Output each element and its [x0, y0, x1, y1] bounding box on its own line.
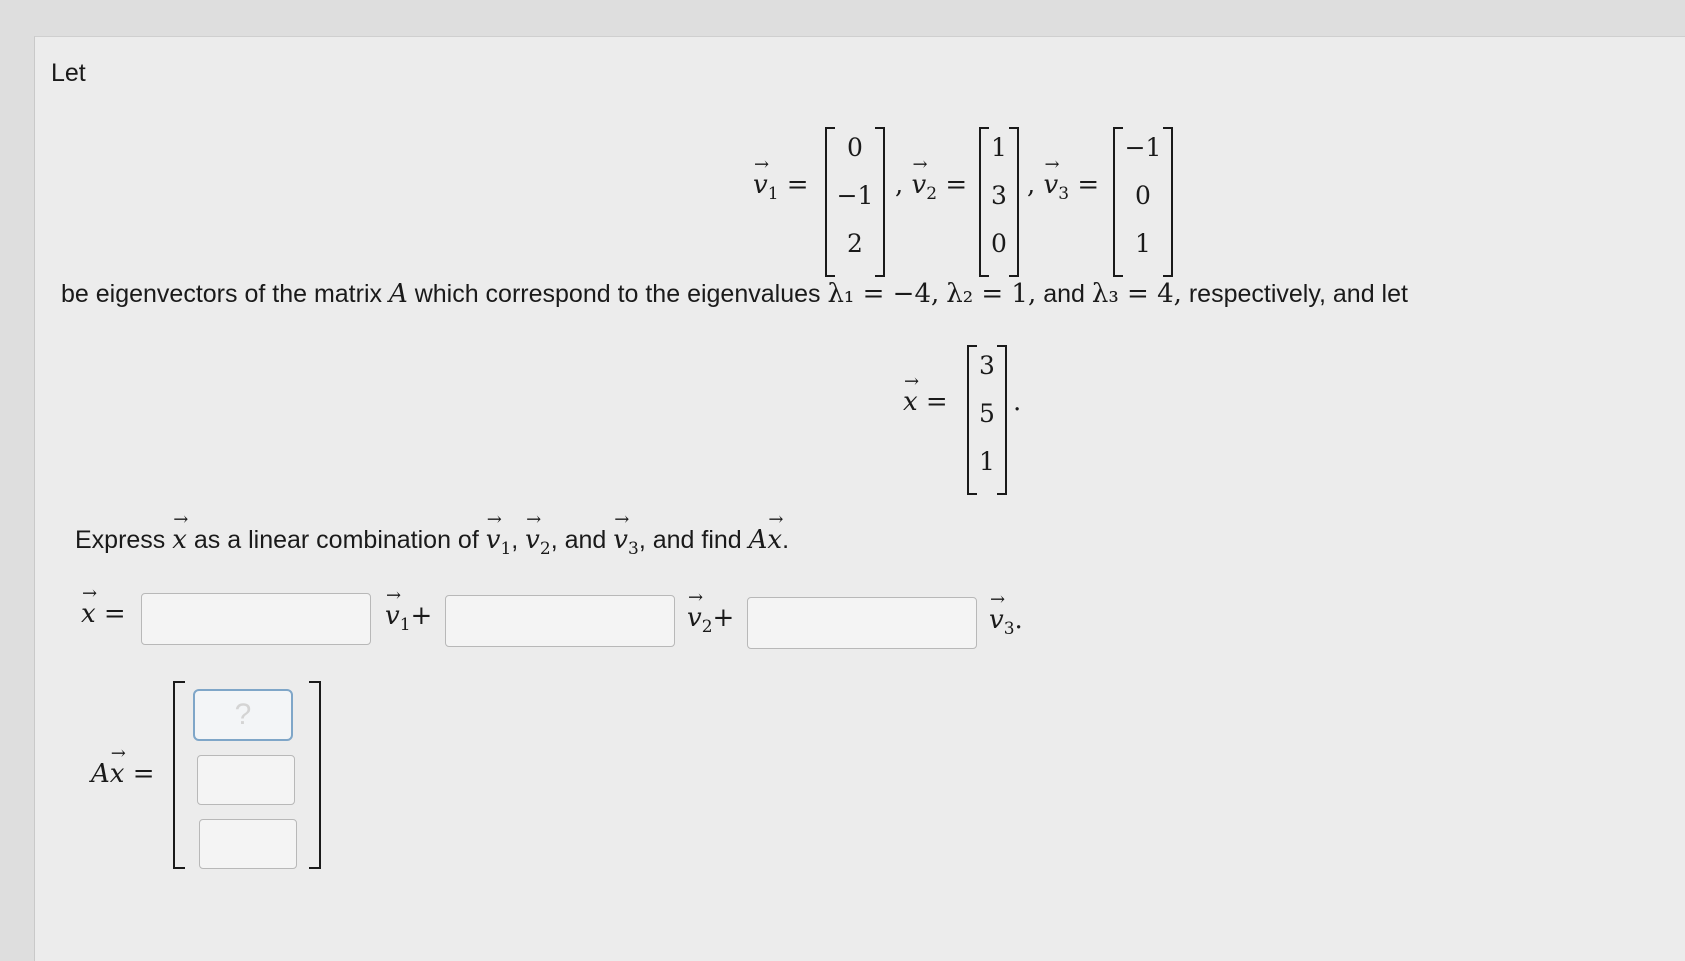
coef-v2-input[interactable] [445, 595, 675, 647]
matrix-symbol: A [388, 279, 408, 309]
v2-entry-2: 3 [991, 181, 1007, 210]
sentence-and: and [1043, 280, 1085, 308]
combo-v3: → $v_3$. [989, 605, 1023, 639]
x-entry-1: 3 [979, 351, 995, 380]
lambda2: λ₂ = 1, [946, 279, 1037, 309]
v1-matrix [825, 127, 885, 277]
sentence-part3: respectively, and let [1188, 280, 1408, 308]
lambda1: λ₁ = −4, [827, 279, 940, 309]
v3-entry-2: 0 [1135, 181, 1151, 210]
express-part4: and find [652, 526, 742, 554]
v2-label: , → $v_2$ = [895, 170, 967, 204]
help-question-mark: ? [234, 698, 252, 731]
express-sentence: Express → x as a linear combination of → $v_1$, → $v_2$, and → $v_3$, and find A→ x. [75, 525, 789, 559]
express-part2: as a linear combination of [193, 526, 479, 554]
v3-entry-3: 1 [1135, 229, 1151, 258]
v2-entry-3: 0 [991, 229, 1007, 258]
Ax-symbol: A→ x [749, 525, 782, 555]
x-period: . [1013, 387, 1022, 417]
v1-label: → $v_1$ = [753, 170, 809, 204]
Ax-entry-2-input[interactable] [197, 755, 295, 805]
v2-entry-1: 1 [991, 133, 1007, 162]
intro-text: Let [51, 59, 86, 87]
coef-v1-input[interactable] [141, 593, 371, 645]
v3-label: , → $v_3$ = [1027, 170, 1099, 204]
problem-page [34, 36, 1685, 961]
combo-x-label: → x = [81, 599, 126, 629]
v1-entry-3: 2 [847, 229, 863, 258]
v1-entry-2: −1 [836, 181, 874, 210]
x-label: → x = [903, 387, 948, 417]
v1-entry-1: 0 [847, 133, 863, 162]
combo-v2: → $v_2+$ [687, 603, 734, 637]
x-entry-3: 1 [979, 447, 995, 476]
lambda3: λ₃ = 4, [1091, 279, 1182, 309]
Ax-entry-1-input[interactable] [193, 689, 293, 741]
sentence-part1: be eigenvectors of the matrix [61, 280, 382, 308]
x-matrix [967, 345, 1007, 495]
express-part1: Express [75, 526, 166, 554]
v2-matrix [979, 127, 1019, 277]
eigen-sentence [61, 279, 1408, 309]
sentence-part2: which correspond to the eigenvalues [414, 280, 821, 308]
Ax-label: A→ x = [91, 759, 155, 789]
v3-entry-1: −1 [1124, 133, 1162, 162]
x-entry-2: 5 [979, 399, 995, 428]
Ax-matrix [173, 681, 321, 869]
Ax-entry-3-input[interactable] [199, 819, 297, 869]
coef-v3-input[interactable] [747, 597, 977, 649]
v3-matrix [1113, 127, 1173, 277]
express-part3: and [564, 526, 607, 554]
combo-v1: → $v_1+$ [385, 601, 432, 635]
